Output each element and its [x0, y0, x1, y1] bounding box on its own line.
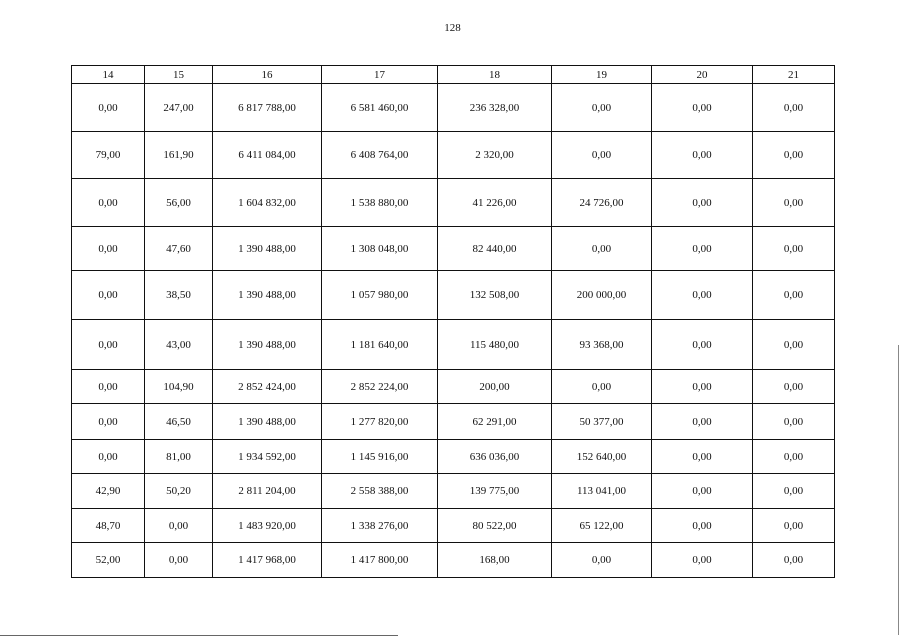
table-row — [72, 132, 835, 179]
table-cell: 2 852 224,00 — [322, 370, 438, 404]
table-cell: 0,00 — [652, 132, 753, 179]
column-header: 16 — [213, 66, 322, 84]
scan-edge-line — [0, 635, 398, 636]
table-cell: 0,00 — [72, 84, 145, 132]
table-cell: 62 291,00 — [438, 404, 552, 440]
table-cell: 0,00 — [72, 271, 145, 320]
table-row — [72, 404, 835, 440]
column-header: 17 — [322, 66, 438, 84]
table-cell: 0,00 — [652, 370, 753, 404]
table-row — [72, 271, 835, 320]
table-cell: 1 390 488,00 — [213, 271, 322, 320]
table-cell: 6 581 460,00 — [322, 84, 438, 132]
table-cell: 0,00 — [72, 440, 145, 474]
table-cell: 0,00 — [753, 440, 835, 474]
column-header: 21 — [753, 66, 835, 84]
table-cell: 200 000,00 — [552, 271, 652, 320]
table-cell: 0,00 — [552, 84, 652, 132]
table-cell: 1 057 980,00 — [322, 271, 438, 320]
table-cell: 46,50 — [145, 404, 213, 440]
table-cell: 0,00 — [72, 320, 145, 370]
column-header: 18 — [438, 66, 552, 84]
table-cell: 93 368,00 — [552, 320, 652, 370]
table-cell: 1 277 820,00 — [322, 404, 438, 440]
table-cell: 1 338 276,00 — [322, 509, 438, 543]
table-cell: 2 852 424,00 — [213, 370, 322, 404]
column-header: 19 — [552, 66, 652, 84]
table-cell: 1 390 488,00 — [213, 320, 322, 370]
table-cell: 1 417 800,00 — [322, 543, 438, 578]
table-row — [72, 543, 835, 578]
table-cell: 1 538 880,00 — [322, 179, 438, 227]
table-cell: 200,00 — [438, 370, 552, 404]
table-cell: 139 775,00 — [438, 474, 552, 509]
table-cell: 0,00 — [753, 509, 835, 543]
table-cell: 0,00 — [753, 543, 835, 578]
table-cell: 56,00 — [145, 179, 213, 227]
table-cell: 104,90 — [145, 370, 213, 404]
table-row — [72, 509, 835, 543]
table-cell: 0,00 — [753, 474, 835, 509]
table-cell: 0,00 — [753, 84, 835, 132]
table-cell: 1 308 048,00 — [322, 227, 438, 271]
table-cell: 79,00 — [72, 132, 145, 179]
table-cell: 0,00 — [652, 320, 753, 370]
column-header: 20 — [652, 66, 753, 84]
table-row — [72, 320, 835, 370]
table-cell: 0,00 — [145, 543, 213, 578]
table-cell: 65 122,00 — [552, 509, 652, 543]
table-cell: 1 390 488,00 — [213, 404, 322, 440]
table-cell: 113 041,00 — [552, 474, 652, 509]
table-cell: 50,20 — [145, 474, 213, 509]
table-cell: 0,00 — [753, 271, 835, 320]
table-cell: 0,00 — [652, 84, 753, 132]
table-cell: 2 558 388,00 — [322, 474, 438, 509]
table-row — [72, 474, 835, 509]
table-cell: 0,00 — [145, 509, 213, 543]
table-cell: 48,70 — [72, 509, 145, 543]
table-cell: 636 036,00 — [438, 440, 552, 474]
table-cell: 0,00 — [753, 404, 835, 440]
table-cell: 47,60 — [145, 227, 213, 271]
table-cell: 1 604 832,00 — [213, 179, 322, 227]
data-table — [71, 65, 835, 578]
table-cell: 152 640,00 — [552, 440, 652, 474]
table-cell: 132 508,00 — [438, 271, 552, 320]
table-row — [72, 227, 835, 271]
table-row — [72, 370, 835, 404]
table-cell: 50 377,00 — [552, 404, 652, 440]
scan-edge-line — [898, 345, 899, 635]
table-cell: 41 226,00 — [438, 179, 552, 227]
table-cell: 168,00 — [438, 543, 552, 578]
table-cell: 80 522,00 — [438, 509, 552, 543]
table-cell: 0,00 — [552, 132, 652, 179]
header-row — [72, 66, 835, 84]
table-cell: 0,00 — [652, 440, 753, 474]
table-cell: 6 411 084,00 — [213, 132, 322, 179]
table-cell: 236 328,00 — [438, 84, 552, 132]
table-cell: 52,00 — [72, 543, 145, 578]
table-cell: 38,50 — [145, 271, 213, 320]
table-row — [72, 84, 835, 132]
table-cell: 0,00 — [753, 132, 835, 179]
table-cell: 82 440,00 — [438, 227, 552, 271]
table-cell: 6 408 764,00 — [322, 132, 438, 179]
table-cell: 24 726,00 — [552, 179, 652, 227]
column-header: 15 — [145, 66, 213, 84]
table-cell: 0,00 — [753, 179, 835, 227]
table-cell: 0,00 — [552, 227, 652, 271]
table-cell: 1 390 488,00 — [213, 227, 322, 271]
table-cell: 247,00 — [145, 84, 213, 132]
table-cell: 0,00 — [72, 370, 145, 404]
table-cell: 2 811 204,00 — [213, 474, 322, 509]
table-cell: 0,00 — [72, 404, 145, 440]
table-cell: 1 934 592,00 — [213, 440, 322, 474]
table-cell: 161,90 — [145, 132, 213, 179]
table-cell: 1 483 920,00 — [213, 509, 322, 543]
page-number: 128 — [444, 22, 461, 34]
table-cell: 0,00 — [72, 179, 145, 227]
table-cell: 1 145 916,00 — [322, 440, 438, 474]
table-cell: 0,00 — [652, 404, 753, 440]
table-row — [72, 440, 835, 474]
table-cell: 0,00 — [652, 227, 753, 271]
column-header: 14 — [72, 66, 145, 84]
table-cell: 0,00 — [753, 227, 835, 271]
table-cell: 0,00 — [552, 370, 652, 404]
table-cell: 0,00 — [753, 320, 835, 370]
table-cell: 115 480,00 — [438, 320, 552, 370]
table-cell: 0,00 — [753, 370, 835, 404]
table-cell: 0,00 — [652, 543, 753, 578]
table-cell: 42,90 — [72, 474, 145, 509]
table-cell: 0,00 — [552, 543, 652, 578]
table-cell: 0,00 — [652, 509, 753, 543]
table-row — [72, 179, 835, 227]
table-cell: 1 417 968,00 — [213, 543, 322, 578]
table-cell: 2 320,00 — [438, 132, 552, 179]
table-cell: 0,00 — [652, 179, 753, 227]
table-cell: 0,00 — [72, 227, 145, 271]
table-cell: 0,00 — [652, 271, 753, 320]
table-cell: 6 817 788,00 — [213, 84, 322, 132]
table-cell: 81,00 — [145, 440, 213, 474]
table-cell: 1 181 640,00 — [322, 320, 438, 370]
table-cell: 43,00 — [145, 320, 213, 370]
table-cell: 0,00 — [652, 474, 753, 509]
